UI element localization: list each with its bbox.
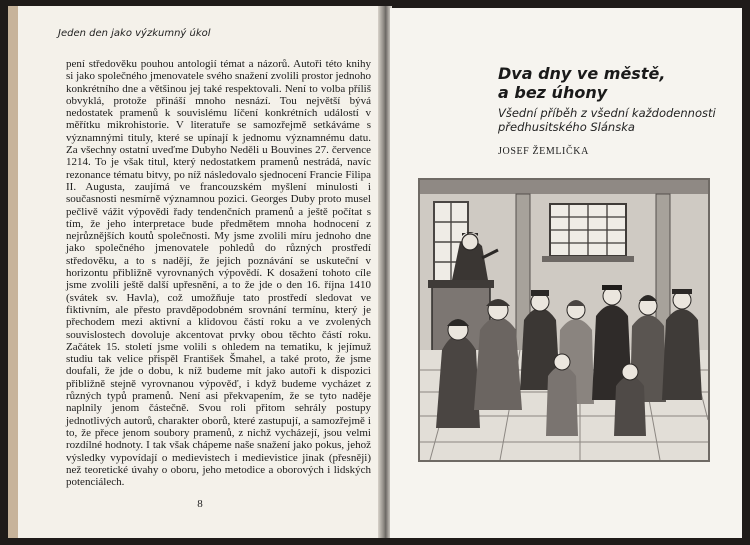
chapter-subtitle-line-1: Všední příběh z všední každodennosti [498, 106, 716, 120]
chapter-subtitle-line-2: předhusitského Slánska [498, 120, 635, 134]
chapter-author: JOSEF ŽEMLIČKA [498, 146, 589, 157]
chapter-title [498, 64, 665, 102]
woodcut-illustration [418, 178, 710, 462]
chapter-subtitle [498, 106, 716, 134]
chapter-title-line-1: Dva dny ve městě, [498, 64, 666, 83]
left-page [8, 6, 382, 538]
woodcut-scene-svg [420, 180, 708, 460]
ceiling-beam [420, 180, 708, 194]
running-head: Jeden den jako výzkumný úkol [58, 28, 211, 39]
center-window [542, 204, 634, 262]
chapter-title-line-2: a bez úhony [498, 83, 608, 102]
page-number: 8 [197, 498, 203, 510]
right-page [390, 8, 742, 538]
body-text: pení středověku pouhou antologií témat a názorů. Autoři této knihy si jako společného jmenovatele svého snažení zvolili prostor jednoho konkrétního dne a většinou jej také respektovali. Není to volba příliš obvyklá, protože přináší mnoho nesnází. Tou největší bývá nedostatek pramenů k souvislému líčení konkrétních událostí v měřítku mikrohistorie. V literatuře se samozřejmě setkáváme s významnými tituly, které se upínají k jednomu významnému datu. Za všechny ostatní uveďme Dubyho Neděli u Bouvines 27. července 1214. To je však titul, který nedostatkem pramenů nestrádá, navíc rezonance tématu bitvy, po níž následovalo sjednocení Francie Filipa II. Augusta, zaujímá ve francouzském myšlení minulosti i současnosti nesmírně významnou pozici. Georges Duby proto musel pečlivě vážit výpovědi řady tendenčních pramenů a ještě počítat s tím, že jeho interpretace bude předmětem mnoha hodnocení z nejrůznějších koutů společnosti. My jsme zvolili míru jednoho dne jako společného jmenovatele pohledů do různých prostředí středověku, a to s nadějí, že jejich poznávání se uskuteční v horizontu přibližně vyrovnaných výpovědí. K dosažení tohoto cíle jsme zvolili ještě další upřesnění, a to že jde o den 16. října 1410 (svátek sv. Havla), což umožňuje tato prostředí sledovat ve fiktivním, ale přesto pravděpodobném srovnání termínu, který je přechodem mezi aktivní a klidovou částí roku a ve zvolených souvislostech dovoluje akcentovat prvky obou těchto částí roku. Začátek 15. století jsme volili s ohledem na tematiku, k jejímuž studiu tak velice přispěl František Šmahel, a také proto, že jsme doufali, že jde o dobu, k níž budeme mít jako autoři k dispozici přibližně stejně vyrovnanou výpověď, i když budeme vycházet z různých typů pramenů. Není asi překvapením, že se tyto naděje naplnily jenom částečně. Svou roli přitom sehrály postupy jednotlivých autorů, charakter oborů, které zastupují, a samozřejmě i to, že přece jenom soubory pramenů, z nichž vycházejí, jsou velmi rozdílné hodnoty. I tak však chápeme naše snažení jako pokus, jehož výsledky vypovídají o medievistech i medievistice jinak (přesněji) než teoretické úvahy o oboru, jeho metodice a oborových i lidských potenciálech. [66, 58, 371, 489]
